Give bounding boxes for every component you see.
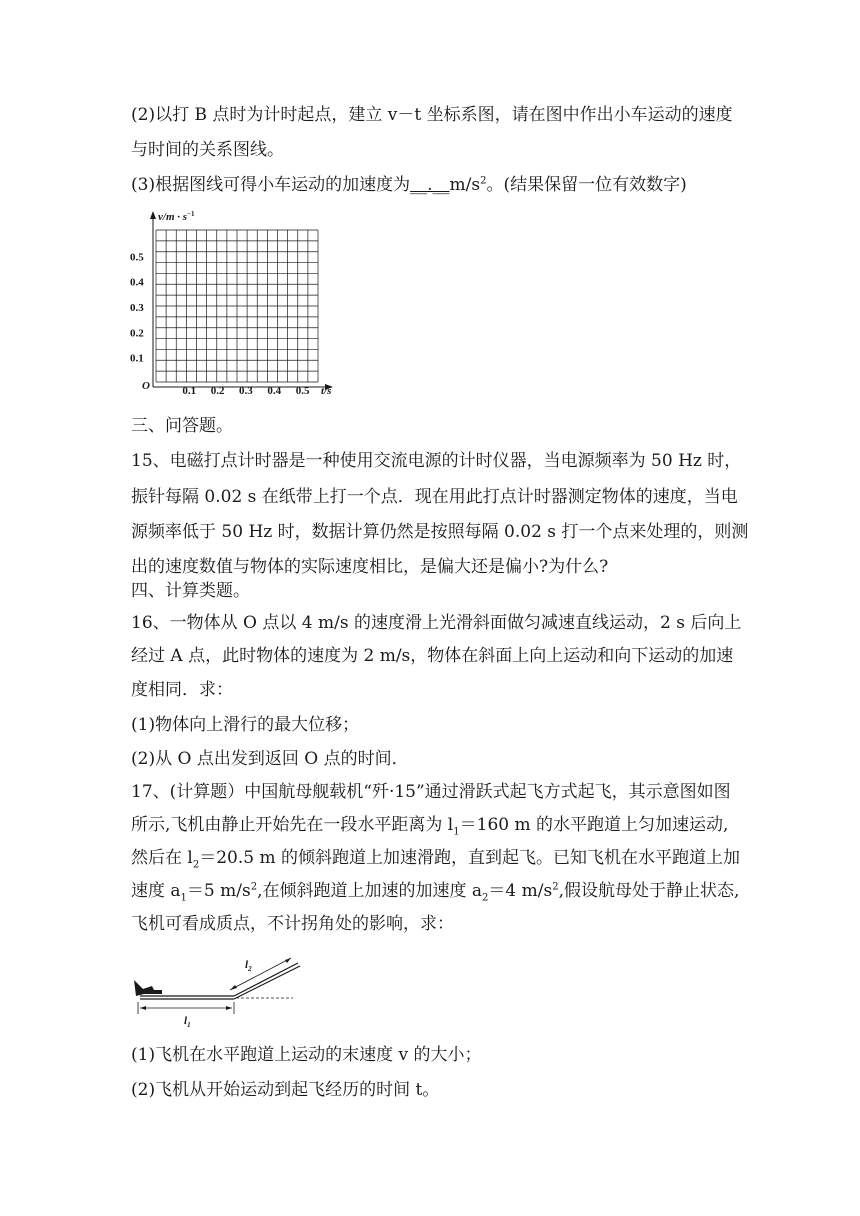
q17-line4-d: ＝4 m/s [488,881,553,901]
q15-line2: 振针每隔 0.02 s 在纸带上打一个点．现在用此打点计时器测定物体的速度，当电 [131,487,738,507]
y-tick-label: 0.4 [130,276,144,289]
q17-line4-sub2: 2 [482,892,489,904]
q17-line3-sub: 2 [192,859,200,871]
q14-part3-suffix: 。(结果保留一位有效数字) [486,175,687,195]
x-tick-label: 0.3 [239,385,253,397]
q14-part3-unit-exp: 2 [480,175,487,187]
q15-line3: 源频率低于 50 Hz 时，数据计算仍然是按照每隔 0.02 s 打一个点来处理的，则测 [131,522,749,542]
q17-line2-sub: 1 [453,826,460,838]
q17-line2-b: ＝160 m 的水平跑道上匀加速运动, [459,815,729,835]
q17-line3 [131,847,740,869]
q17-line5: 飞机可看成质点，不计拐角处的影响，求： [131,914,454,934]
y-axis-label: $v/m \cdot s^{-1}$ [158,210,195,223]
q17-line4-exp2: 2 [552,881,559,893]
origin-label: O [142,380,150,392]
q17-line4 [131,880,739,902]
q15-line4: 出的速度数值与物体的实际速度相比，是偏大还是偏小?为什么? [131,557,609,577]
y-tick-label: 0.1 [130,352,144,365]
q14-part3 [131,174,687,196]
q14-part3-unit: m/s [449,175,481,195]
x-tick-label: 0.4 [267,385,282,397]
y-tick-label: 0.3 [130,302,144,314]
q17-line3-a: 然后在 l [131,848,193,868]
y-axis-arrow [150,211,156,219]
x-tick-label: 0.2 [210,385,225,397]
inclined-runway [234,963,298,996]
runway-diagram [128,950,303,1032]
vt-grid-chart [128,205,338,400]
q17-line4-e: ,假设航母处于静止状态, [558,881,740,901]
q17-sub2: (2)飞机从开始运动到起飞经历的时间 t。 [131,1080,440,1100]
answer-blank[interactable]: __.__ [410,175,450,195]
l2-label: $l_2$ [245,959,252,973]
q17-line2 [131,814,728,836]
x-tick-label: 0.1 [182,385,197,397]
q17-sub1: (1)飞机在水平跑道上运动的末速度 v 的大小； [131,1045,482,1065]
airplane-icon [134,980,162,996]
section4-heading: 四、计算类题。 [131,581,250,601]
y-tick-label: 0.5 [130,251,144,264]
q16-sub1: (1)物体向上滑行的最大位移； [131,715,360,735]
q14-part2-line2: 与时间的关系图线。 [131,140,284,160]
q17-line3-b: ＝20.5 m 的倾斜跑道上加速滑跑，直到起飞。已知飞机在水平跑道上加 [199,848,740,868]
q15-line1: 15、电磁打点计时器是一种使用交流电源的计时仪器，当电源频率为 50 Hz 时， [131,451,742,471]
q17-line4-sub1: 1 [180,892,187,904]
q14-part2-line1: (2)以打 B 点时为计时起点，建立 v－t 坐标系图，请在图中作出小车运动的速度 [131,105,733,125]
q16-sub2: (2)从 O 点出发到返回 O 点的时间． [131,749,409,769]
q16-line2: 经过 A 点，此时物体的速度为 2 m/s，物体在斜面上向上运动和向下运动的加速 [131,646,734,666]
x-tick-label: 0.5 [295,385,310,397]
q16-line1: 16、一物体从 O 点以 4 m/s 的速度滑上光滑斜面做匀减速直线运动，2 s 后向上 [131,613,742,633]
x-axis-label: t/s [321,385,332,397]
q14-part3-prefix: (3)根据图线可得小车运动的加速度为 [131,175,411,195]
q17-line4-exp1: 2 [250,881,258,893]
y-tick-labels [130,251,144,364]
l1-label: $l_1$ [184,1015,191,1029]
q17-line4-a: 速度 a [131,881,181,901]
q17-line2-a: 所示,飞机由静止开始先在一段水平距离为 l [131,815,454,835]
grid-lines [156,230,318,382]
q17-line4-b: ＝5 m/s [186,881,251,901]
section3-heading: 三、问答题。 [131,416,233,436]
q16-line3: 度相同．求： [131,680,233,700]
q17-line4-c: ,在倾斜跑道上加速的加速度 a [257,881,483,901]
q17-line1: 17、(计算题）中国航母舰载机“歼·15”通过滑跃式起飞方式起飞，其示意图如图 [131,782,731,802]
y-tick-label: 0.2 [130,327,144,340]
